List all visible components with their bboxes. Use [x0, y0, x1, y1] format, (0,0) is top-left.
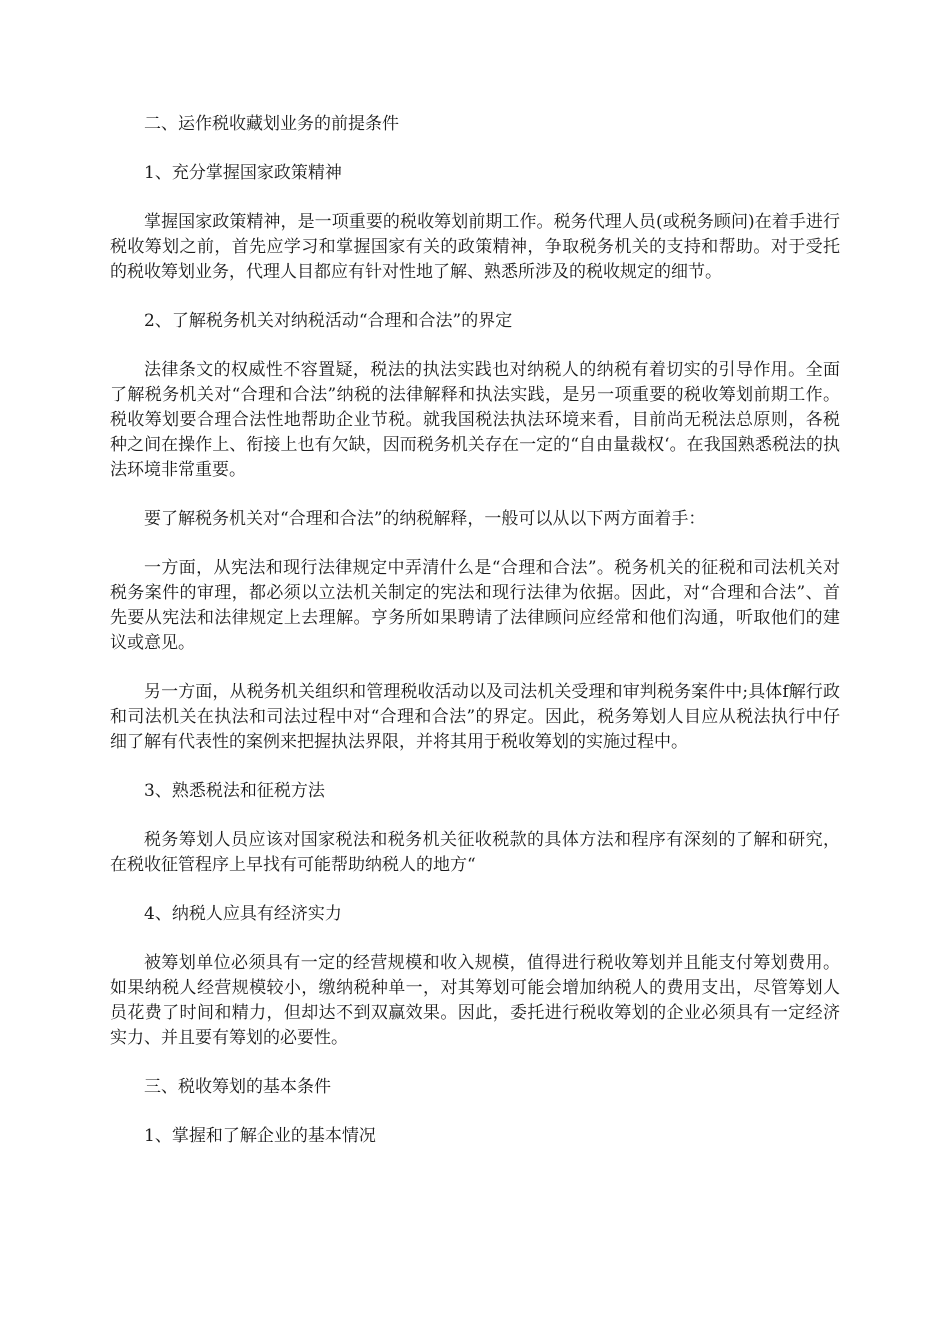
subsection-heading: 3、熟悉税法和征税方法	[144, 781, 325, 801]
subsection-heading: 4、纳税人应具有经济实力	[144, 904, 342, 924]
body-paragraph: 被筹划单位必须具有一定的经营规模和收入规模，值得进行税收筹划并且能支付筹划费用。如果纳税人经营规模较小，缴纳税种单一，对其筹划可能会增加纳税人的费用支出，尽管筹划人员花费了时间和精力，但却达不到双赢效果。因此，委托进行税收筹划的企业必须具有一定经济实力、并且要有筹划的必要性。	[110, 953, 840, 1048]
body-paragraph: 掌握国家政策精神，是一项重要的税收筹划前期工作。税务代理人员(或税务顾问)在着手进行税收筹划之前，首先应学习和掌握国家有关的政策精神，争取税务机关的支持和帮助。对于受托的税收筹划业务，代理人目都应有针对性地了解、熟悉所涉及的税收规定的细节。	[110, 212, 840, 282]
subsection-heading: 2、了解税务机关对纳税活动“合理和合法”的界定	[144, 311, 513, 331]
document-body	[110, 112, 840, 1149]
body-paragraph: 一方面，从宪法和现行法律规定中弄清什么是“合理和合法”。税务机关的征税和司法机关对税务案件的审理，都必须以立法机关制定的宪法和现行法律为依据。因此，对“合理和合法”、首先要从宪法和法律规定上去理解。亨务所如果聘请了法律顾问应经常和他们沟通，听取他们的建议或意见。	[110, 558, 840, 653]
subsection-heading: 1、充分掌握国家政策精神	[144, 163, 342, 183]
lead-in-line: 要了解税务机关对“合理和合法”的纳税解释，一般可以从以下两方面着手：	[144, 509, 706, 529]
subsection-heading: 1、掌握和了解企业的基本情况	[144, 1126, 376, 1146]
body-paragraph: 另一方面，从税务机关组织和管理税收活动以及司法机关受理和审判税务案件中;具体f解行政和司法机关在执法和司法过程中对“合理和合法”的界定。因此，税务筹划人目应从税法执行中仔细了解有代表性的案例来把握执法界限，并将其用于税收筹划的实施过程中。	[110, 682, 840, 752]
section-heading: 二、运作税收藏划业务的前提条件	[144, 114, 399, 134]
body-paragraph: 税务筹划人员应该对国家税法和税务机关征收税款的具体方法和程序有深刻的了解和研究，在税收征管程序上早找有可能帮助纳税人的地方“	[110, 830, 840, 875]
body-paragraph: 法律条文的权威性不容置疑，税法的执法实践也对纳税人的纳税有着切实的引导作用。全面了解税务机关对“合理和合法”纳税的法律解释和执法实践，是另一项重要的税收筹划前期工作。税收筹划要合理合法性地帮助企业节税。就我国税法执法环境来看，目前尚无税法总原则，各税种之间在操作上、衔接上也有欠缺，因而税务机关存在一定的“自由量裁权‘。在我国熟悉税法的执法环境非常重要。	[110, 360, 840, 480]
section-heading: 三、税收筹划的基本条件	[144, 1077, 331, 1097]
